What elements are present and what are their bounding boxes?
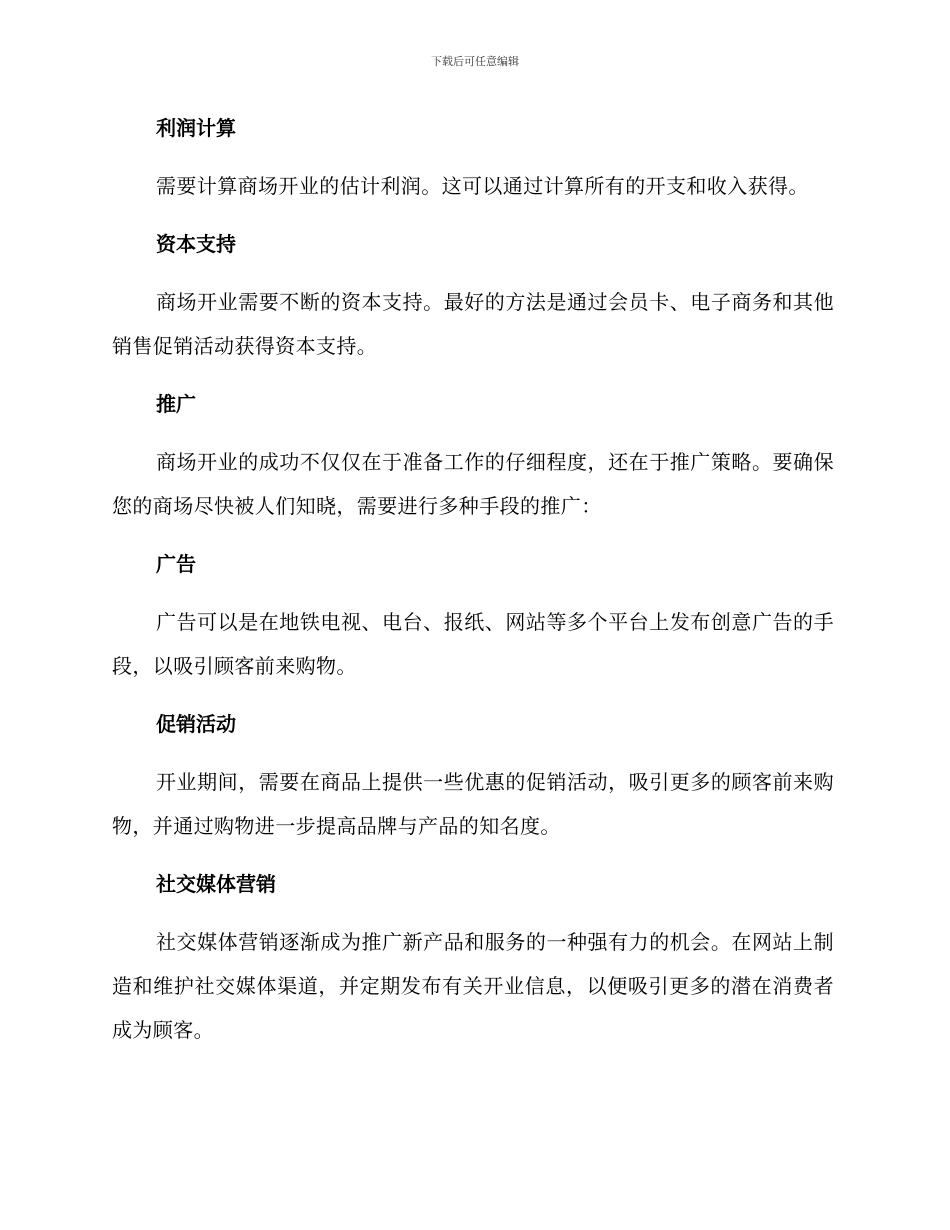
section-paragraph: 开业期间，需要在商品上提供一些优惠的促销活动，吸引更多的顾客前来购物，并通过购物进一步提高品牌与产品的知名度。: [112, 770, 834, 838]
section-heading: 资本支持: [156, 232, 236, 256]
section-profit-calculation: [112, 106, 834, 208]
section-social-media-marketing: [112, 862, 834, 1052]
section-paragraph: 需要计算商场开业的估计利润。这可以通过计算所有的开支和收入获得。: [156, 174, 809, 198]
section-capital-support: [112, 222, 834, 368]
section-paragraph: 商场开业的成功不仅仅在于准备工作的仔细程度，还在于推广策略。要确保您的商场尽快被人们知晓，需要进行多种手段的推广：: [112, 450, 834, 518]
section-heading: 利润计算: [156, 116, 236, 140]
section-heading: 广告: [156, 552, 196, 576]
section-advertising: [112, 542, 834, 688]
page-header: 下载后可任意编辑: [431, 55, 519, 68]
document-content: [112, 106, 834, 1066]
section-heading: 推广: [156, 392, 196, 416]
section-paragraph: 广告可以是在地铁电视、电台、报纸、网站等多个平台上发布创意广告的手段，以吸引顾客前来购物。: [112, 610, 834, 678]
section-heading: 社交媒体营销: [156, 872, 276, 896]
section-promotion: [112, 382, 834, 528]
section-paragraph: 商场开业需要不断的资本支持。最好的方法是通过会员卡、电子商务和其他销售促销活动获得资本支持。: [112, 290, 834, 358]
section-sales-promotion: [112, 702, 834, 848]
section-paragraph: 社交媒体营销逐渐成为推广新产品和服务的一种强有力的机会。在网站上制造和维护社交媒体渠道，并定期发布有关开业信息，以便吸引更多的潜在消费者成为顾客。: [112, 930, 834, 1042]
section-heading: 促销活动: [156, 712, 236, 736]
